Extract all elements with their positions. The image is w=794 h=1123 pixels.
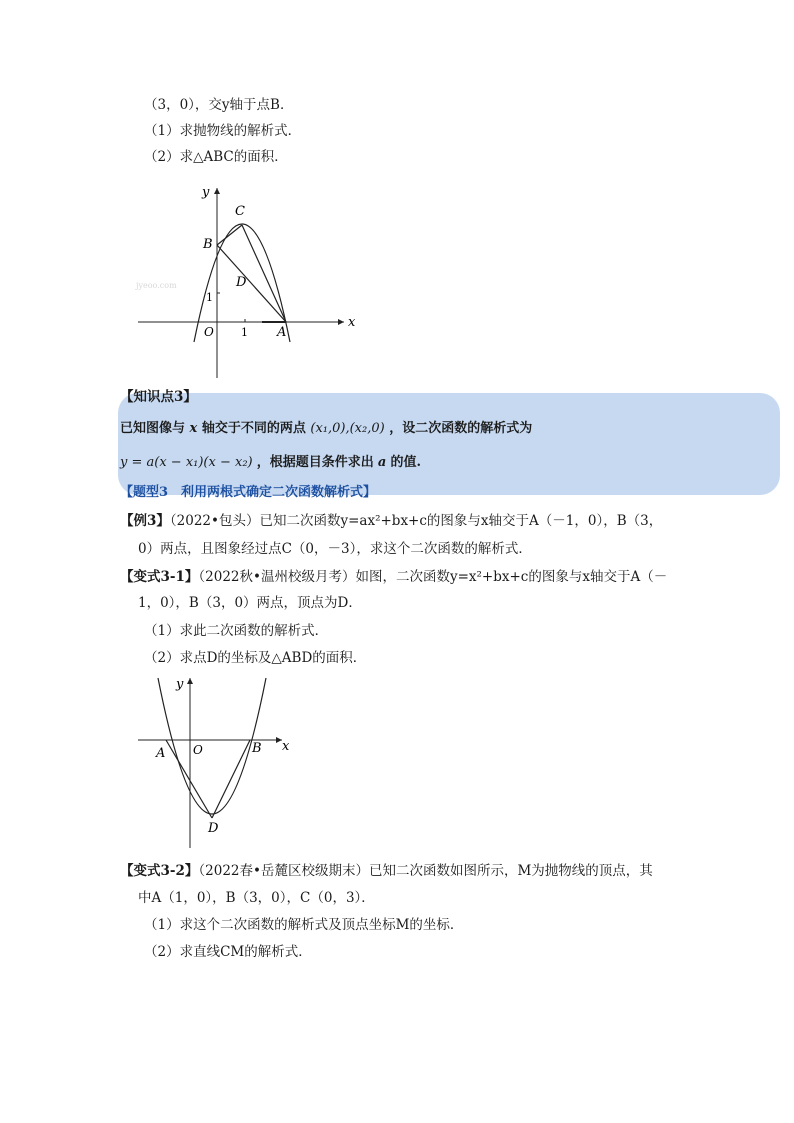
two-root-formula: y = a(x − x₁)(x − x₂)	[120, 455, 253, 470]
intro-question-2: （2）求△ABC的面积．	[144, 149, 288, 165]
point-d-label: D	[236, 275, 247, 290]
x-axis-label: x	[282, 739, 290, 754]
knowledge-title: 【知识点3】	[120, 389, 197, 405]
knowledge-text-line2: y = a(x − x₁)(x − x₂) ，根据题目条件求出 a 的值.	[120, 455, 422, 470]
tick-x-label: 1	[241, 326, 248, 339]
roots-points: (x₁,0),(x₂,0)	[310, 421, 385, 436]
origin-label: O	[204, 325, 214, 339]
point-c-label: C	[235, 204, 245, 219]
intro-line: （3，0），交y轴于点B．	[144, 97, 294, 113]
point-b-label: B	[203, 237, 213, 252]
intro-question-1: （1）求抛物线的解析式．	[144, 123, 302, 139]
figure-1-graph	[134, 176, 374, 381]
variant31-question-1: （1）求此二次函数的解析式．	[144, 623, 329, 639]
point-b-label: B	[252, 741, 262, 756]
knowledge-text-line1: 已知图像与 x 轴交于不同的两点 (x₁,0),(x₂,0) ，设二次函数的解析式为	[120, 421, 533, 436]
variant32-question-2: （2）求直线CM的解析式．	[144, 944, 312, 960]
example3-line1: 【例3】（2022•包头）已知二次函数y=ax²+bx+c的图象与x轴交于A（－1，0），B（3，	[120, 513, 663, 529]
type3-heading: 【题型3 利用两根式确定二次函数解析式】	[120, 485, 377, 500]
point-a-label: A	[156, 746, 166, 761]
origin-label: O	[193, 743, 203, 757]
variant32-line2: 中A（1，0），B（3，0），C（0，3）．	[138, 890, 375, 906]
variant31-question-2: （2）求点D的坐标及△ABD的面积．	[144, 650, 367, 666]
variant32-question-1: （1）求这个二次函数的解析式及顶点坐标M的坐标．	[144, 917, 464, 933]
watermark-text: jyeoo.com	[136, 281, 177, 290]
variant32-line1: 【变式3-2】（2022春•岳麓区校级期末）已知二次函数如图所示，M为抛物线的顶点，其	[120, 863, 653, 879]
y-axis-label: y	[202, 185, 210, 200]
figure-2-graph	[136, 672, 306, 852]
example3-line2: 0）两点，且图象经过点C（0，－3），求这个二次函数的解析式．	[138, 541, 532, 557]
parabola-curve	[158, 678, 266, 814]
point-a-label: A	[277, 325, 287, 340]
variant31-line2: 1，0），B（3，0）两点，顶点为D．	[138, 595, 362, 611]
knowledge-box	[118, 393, 780, 495]
point-d-label: D	[208, 821, 219, 836]
tick-y-label: 1	[206, 291, 213, 304]
variant31-line1: 【变式3-1】（2022秋•温州校级月考）如图，二次函数y=x²+bx+c的图象与x轴交于A（－	[120, 569, 668, 585]
x-axis-label: x	[348, 315, 356, 330]
y-axis-label: y	[176, 677, 184, 692]
